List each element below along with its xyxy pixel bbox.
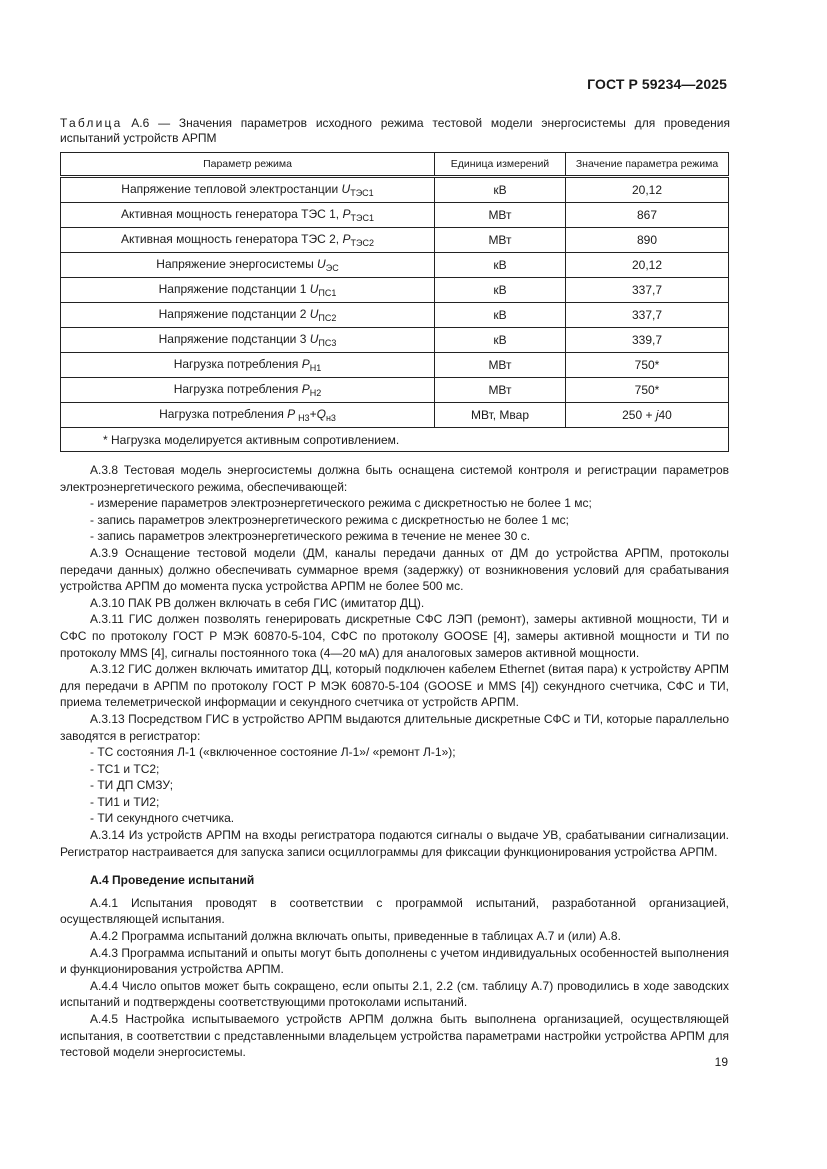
- page-number: 19: [714, 1055, 728, 1069]
- table-row: [61, 403, 729, 428]
- table-caption-text: А.6 — Значения параметров исходного режима тестовой модели энергосистемы для проведения испытаний устройств АРПМ: [60, 116, 731, 145]
- paragraph-a313: А.3.13 Посредством ГИС в устройство АРПМ выдаются длительные дискретные СФС и ТИ, которые параллельно заводятся в регистратор:: [60, 711, 729, 743]
- list-item: - ТС состояния Л-1 («включенное состояние Л-1»/ «ремонт Л-1»);: [90, 745, 456, 760]
- unit-cell: кВ: [435, 253, 566, 278]
- param-cell: Напряжение тепловой электростанции $U_{ТЭС1}$: [61, 177, 435, 203]
- paragraph-a312: А.3.12 ГИС должен включать имитатор ДЦ, который подключен кабелем Ethernet (витая пара) к устройству АРПМ для передачи в АРПМ по протоколу ГОСТ Р МЭК 60870-5-104 (GOOSE и MMS [4]) секундного счетчика, СФС и ТИ, приема телеметрической информации и секундного счетчика от устройств АРПМ.: [60, 662, 729, 710]
- value-cell: 337,7: [566, 278, 729, 303]
- param-cell: Нагрузка потребления $P_{Н1}$: [61, 353, 435, 378]
- value-cell: 750*: [566, 378, 729, 403]
- table-footnote: * Нагрузка моделируется активным сопротивлением.: [61, 428, 729, 452]
- param-cell: Напряжение подстанции 2 $U_{ПС2}$: [61, 303, 435, 328]
- value-cell: 250 + j40: [566, 403, 729, 428]
- unit-cell: кВ: [435, 303, 566, 328]
- list-item: - измерение параметров электроэнергетического режима с дискретностью не более 1 мс;: [90, 496, 592, 511]
- parameters-table: [60, 152, 729, 452]
- table-row: [61, 177, 729, 203]
- table-row: [61, 378, 729, 403]
- value-cell: 867: [566, 203, 729, 228]
- unit-cell: кВ: [435, 177, 566, 203]
- document-code: ГОСТ Р 59234—2025: [587, 76, 727, 92]
- paragraph-a39: А.3.9 Оснащение тестовой модели (ДМ, каналы передачи данных от ДМ до устройства АРПМ, протоколы передачи данных) должно обеспечивать суммарное время (задержку) от возникновения условий для срабатывания устройства АРПМ до момента пуска устройства АРПМ не более 500 мс.: [60, 545, 729, 594]
- param-cell: Активная мощность генератора ТЭС 2, $P_{ТЭС2}$: [61, 228, 435, 253]
- value-cell: 750*: [566, 353, 729, 378]
- param-cell: Активная мощность генератора ТЭС 1, $P_{ТЭС1}$: [61, 203, 435, 228]
- param-cell: Напряжение подстанции 3 $U_{ПС3}$: [61, 328, 435, 353]
- value-cell: 20,12: [566, 253, 729, 278]
- table-row: [61, 328, 729, 353]
- section-heading-a4: А.4 Проведение испытаний: [90, 873, 255, 888]
- unit-cell: МВт, Мвар: [435, 403, 566, 428]
- param-cell: Напряжение подстанции 1 $U_{ПС1}$: [61, 278, 435, 303]
- column-header-unit: Единица измерений: [435, 153, 566, 177]
- table-header-row: [61, 153, 729, 177]
- unit-cell: МВт: [435, 353, 566, 378]
- list-item: - ТИ ДП СМЗУ;: [90, 778, 174, 793]
- list-item: - запись параметров электроэнергетического режима в течение не менее 30 с.: [90, 529, 531, 544]
- column-header-parameter: Параметр режима: [61, 153, 435, 177]
- paragraph-a44: А.4.4 Число опытов может быть сокращено, если опыты 2.1, 2.2 (см. таблицу А.7) проводились в ходе заводских испытаний и подтверждены соответствующими протоколами испытаний.: [60, 978, 729, 1010]
- value-cell: 337,7: [566, 303, 729, 328]
- table-row: [61, 278, 729, 303]
- table-row: [61, 303, 729, 328]
- table-footnote-row: [61, 428, 729, 452]
- unit-cell: кВ: [435, 328, 566, 353]
- table-row: [61, 353, 729, 378]
- unit-cell: МВт: [435, 203, 566, 228]
- table-row: [61, 203, 729, 228]
- list-item: - запись параметров электроэнергетического режима с дискретностью не более 1 мс;: [90, 512, 569, 527]
- column-header-value: Значение параметра режима: [566, 153, 729, 177]
- paragraph-a310: А.3.10 ПАК РВ должен включать в себя ГИС (имитатор ДЦ).: [90, 595, 425, 610]
- param-cell: Нагрузка потребления P $_{Н3}+Q_{н3}$: [61, 403, 435, 428]
- list-item: - ТИ1 и ТИ2;: [90, 794, 160, 809]
- paragraph-a41: А.4.1 Испытания проводят в соответствии с программой испытаний, разработанной организацией, осуществляющей испытания.: [60, 895, 729, 927]
- list-item: - ТИ секундного счетчика.: [90, 811, 235, 826]
- document-body: [60, 462, 729, 1061]
- paragraph-a38: А.3.8 Тестовая модель энергосистемы должна быть оснащена системой контроля и регистрации параметров электроэнергетического режима, обеспечивающей:: [60, 463, 729, 494]
- paragraph-a314: А.3.14 Из устройств АРПМ на входы регистратора подаются сигналы о выдаче УВ, срабатывании сигнализации. Регистратор настраивается для запуска записи осциллограммы для фиксации функционирования устройства АРПМ.: [60, 828, 729, 859]
- table-caption: [60, 116, 730, 146]
- paragraph-a43: А.4.3 Программа испытаний и опыты могут быть дополнены с учетом индивидуальных особенностей выполнения и функционирования устройства АРПМ.: [60, 945, 729, 977]
- list-item: - ТС1 и ТС2;: [90, 761, 160, 776]
- param-cell: Нагрузка потребления $P_{Н2}$: [61, 378, 435, 403]
- table-row: [61, 228, 729, 253]
- paragraph-a311: А.3.11 ГИС должен позволять генерировать дискретные СФС ЛЭП (ремонт), замеры активной мощности, ТИ и СФС по протоколу ГОСТ Р МЭК 60870-5-104, СФС по протоколу GOOSE [4], замеры активной мощности и ТИ по протоколу MMS [4], сигналы постоянного тока (4—20 мА) для аналоговых замеров активной мощности.: [60, 612, 729, 660]
- param-cell: Напряжение энергосистемы $U_{ЭС}$: [61, 253, 435, 278]
- value-cell: 20,12: [566, 177, 729, 203]
- unit-cell: МВт: [435, 228, 566, 253]
- paragraph-a42: А.4.2 Программа испытаний должна включать опыты, приведенные в таблицах А.7 и (или) А.8.: [90, 929, 621, 944]
- table-label: Таблица: [60, 116, 123, 130]
- unit-cell: кВ: [435, 278, 566, 303]
- table-row: [61, 253, 729, 278]
- paragraph-a45: А.4.5 Настройка испытываемого устройств АРПМ должна быть выполнена организацией, осуществляющей испытания, в соответствии с представленными владельцем устройства параметрами настройки устройства АРПМ для тестовой модели энергосистемы.: [60, 1012, 729, 1060]
- value-cell: 339,7: [566, 328, 729, 353]
- value-cell: 890: [566, 228, 729, 253]
- unit-cell: МВт: [435, 378, 566, 403]
